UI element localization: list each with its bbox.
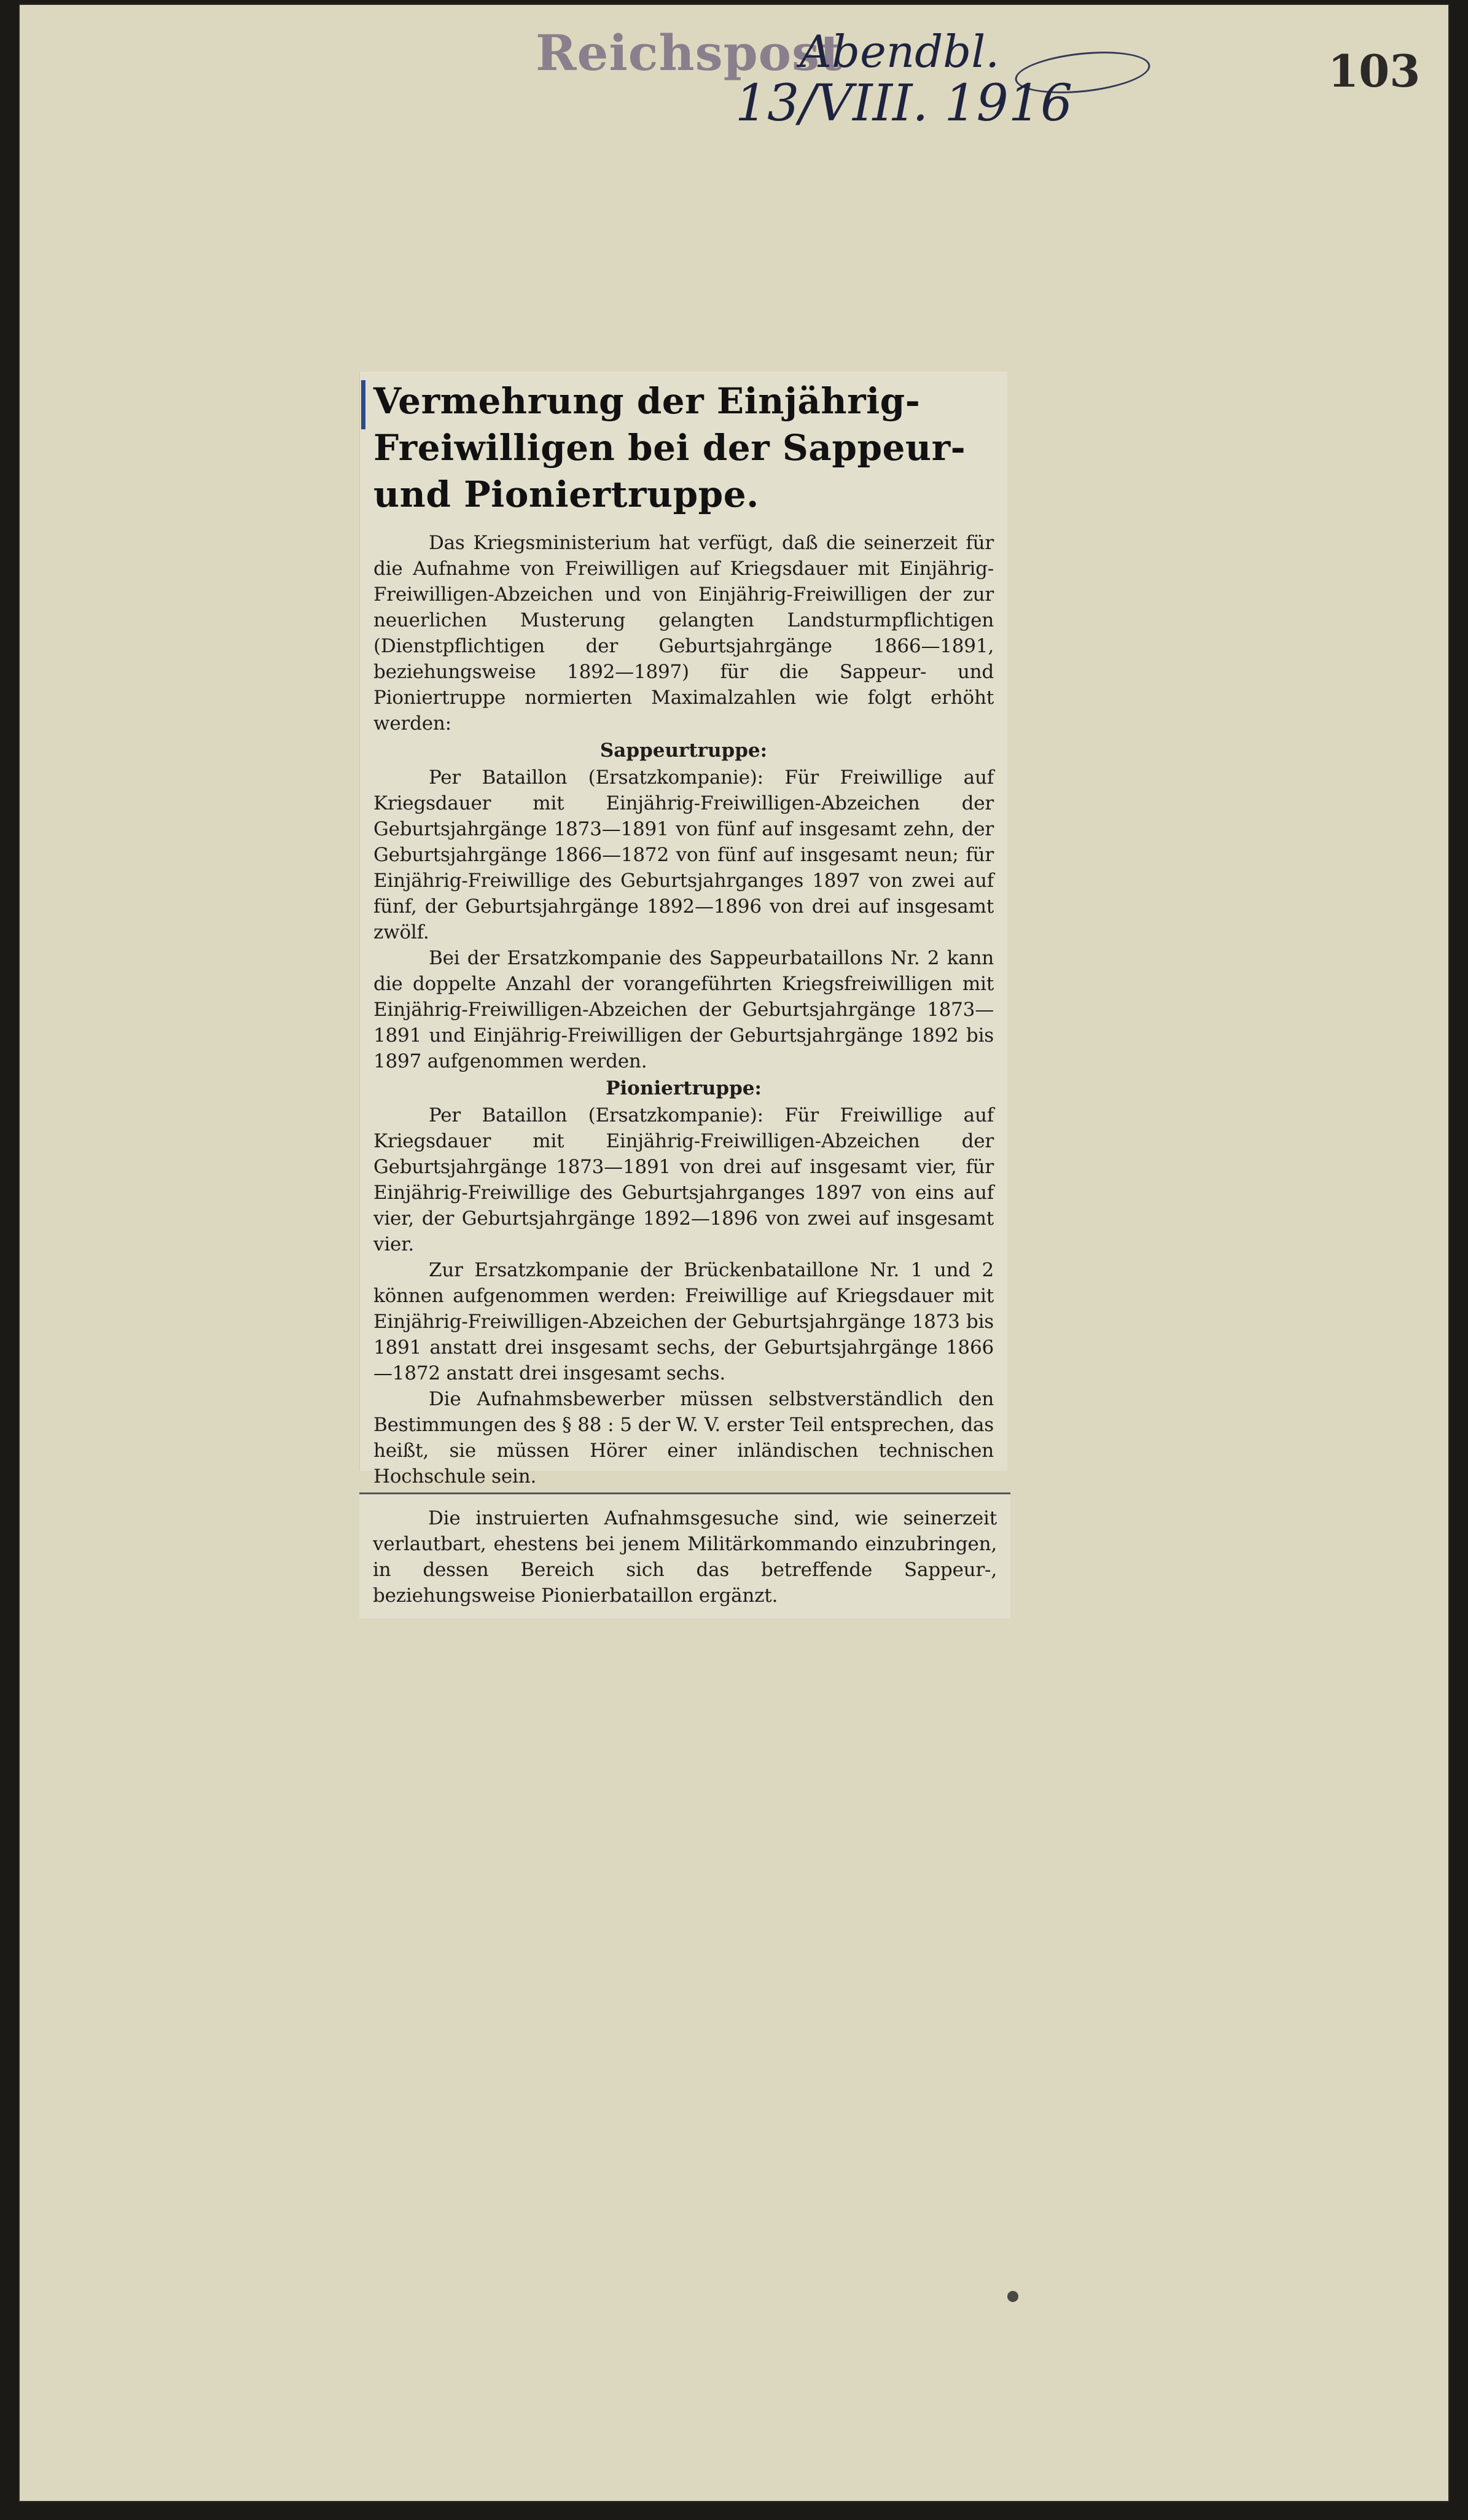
- page-number: 103: [1328, 45, 1421, 97]
- article-headline: [373, 378, 994, 518]
- section-heading-pionier: Pioniertruppe:: [606, 1077, 762, 1099]
- paper-speck: [1007, 2291, 1018, 2302]
- handwritten-date: 13/VIII. 1916: [735, 74, 1073, 133]
- article-paragraph: Bei der Ersatzkompanie des Sappeurbataillons Nr. 2 kann die doppelte Anzahl der vorangeführten Kriegsfreiwilligen mit Einjährig-Freiwilligen-Abzeichen der Geburtsjahrgänge 1873—1891 und Einjährig-Freiwilligen der Geburtsjahrgänge 1892 bis 1897 aufgenommen werden.: [373, 947, 994, 1072]
- headline-line: Vermehrung der Einjährig-: [373, 380, 921, 422]
- article-intro: Das Kriegsministerium hat verfügt, daß die seinerzeit für die Aufnahme von Freiwilligen auf Kriegsdauer mit Einjährig-Freiwilligen-Abzeichen und von Einjährig-Freiwilligen der zur neuerlichen Musterung gelangten Landsturmpflichtigen (Dienstpflichtigen der Geburtsjahrgänge 1866—1891, beziehungsweise 1892—1897) für die Sappeur- und Pioniertruppe normierten Maximalzahlen wie folgt erhöht werden:: [373, 532, 994, 735]
- headline-line: Freiwilligen bei der Sappeur-: [373, 427, 966, 469]
- article-note: Die instruierten Aufnahmsgesuche sind, wie seinerzeit verlautbart, ehestens bei jenem Militärkommando einzubringen, in dessen Bereich sich das betreffende Sappeur-, beziehungsweise Pionierbataillon ergänzt.: [373, 1507, 997, 1607]
- section-heading-sappeur: Sappeurtruppe:: [599, 739, 768, 762]
- article-clipping: [359, 372, 1007, 1488]
- handwritten-edition: Abendbl.: [800, 26, 1000, 77]
- note-clipping: [359, 1492, 1010, 1618]
- newspaper-stamp: Reichspost: [536, 24, 843, 82]
- article-paragraph: Zur Ersatzkompanie der Brückenbataillone Nr. 1 und 2 können aufgenommen werden: Freiwillige auf Kriegsdauer mit Einjährig-Freiwilligen-Abzeichen der Geburtsjahrgänge 1873 bis 1891 anstatt drei insgesamt sechs, der Geburtsjahrgänge 1866—1872 anstatt drei insgesamt sechs.: [373, 1259, 994, 1384]
- article-paragraph: Die Aufnahmsbewerber müssen selbstverständlich den Bestimmungen des § 88 : 5 der W. V. erster Teil entsprechen, das heißt, sie müssen Hörer einer inländischen technischen Hochschule sein.: [373, 1388, 994, 1488]
- headline-line: und Pioniertruppe.: [373, 474, 759, 515]
- article-paragraph: Per Bataillon (Ersatzkompanie): Für Freiwillige auf Kriegsdauer mit Einjährig-Freiwilligen-Abzeichen der Geburtsjahrgänge 1873—1891 von drei auf insgesamt vier, für Einjährig-Freiwillige des Geburtsjahrganges 1897 von eins auf vier, der Geburtsjahrgänge 1892—1896 von zwei auf insgesamt vier.: [373, 1104, 994, 1255]
- article-paragraph: Per Bataillon (Ersatzkompanie): Für Freiwillige auf Kriegsdauer mit Einjährig-Freiwilligen-Abzeichen der Geburtsjahrgänge 1873—1891 von fünf auf insgesamt zehn, der Geburtsjahrgänge 1866—1872 von fünf auf insgesamt neun; für Einjährig-Freiwillige des Geburtsjahrganges 1897 von zwei auf fünf, der Geburtsjahrgänge 1892—1896 von drei auf insgesamt zwölf.: [373, 767, 994, 943]
